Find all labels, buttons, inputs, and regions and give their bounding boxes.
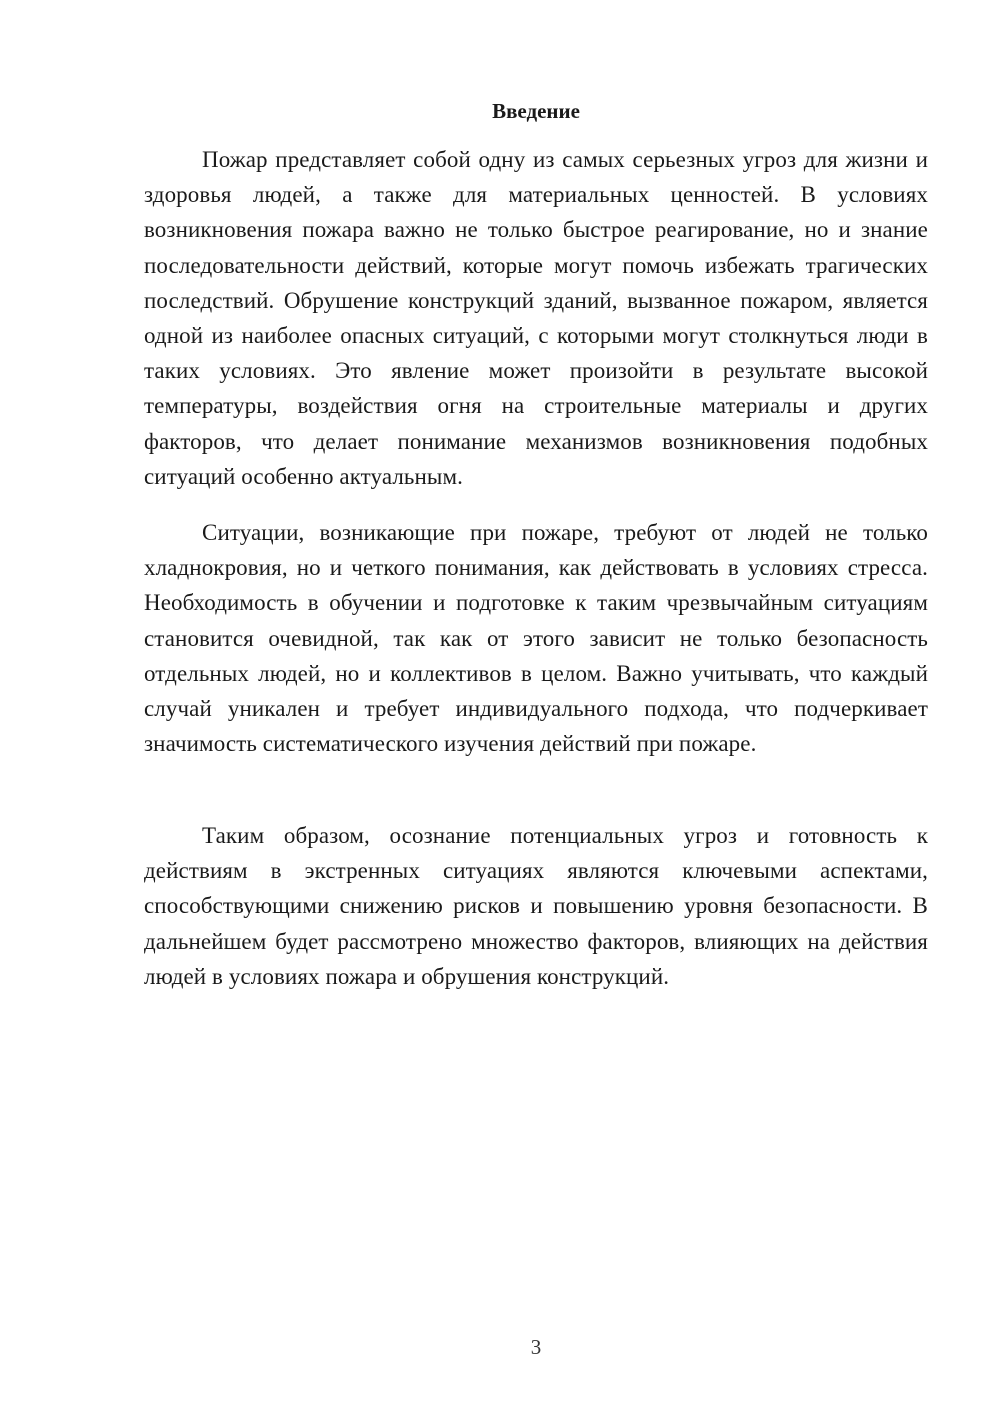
section-heading: Введение: [492, 99, 580, 123]
paragraph-text: Таким образом, осознание потенциальных угроз и готовность к действиям в экстренных ситуациях являются ключевыми аспектами, способствующими снижению рисков и повышению уровня безопасности. В дальнейшем будет рассмотрено множество факторов, влияющих на действия людей в условиях пожара и обрушения конструкций.: [144, 823, 928, 989]
paragraph-text: Ситуации, возникающие при пожаре, требуют от людей не только хладнокровия, но и четкого понимания, как действовать в условиях стресса. Необходимость в обучении и подготовке к таким чрезвычайным ситуациям становится очевидной, так как от этого зависит не только безопасность отдельных людей, но и коллективов в целом. Важно учитывать, что каждый случай уникален и требует индивидуального подхода, что подчеркивает значимость систематического изучения действий при пожаре.: [144, 520, 928, 757]
paragraph-text: Пожар представляет собой одну из самых серьезных угроз для жизни и здоровья людей, а также для материальных ценностей. В условиях возникновения пожара важно не только быстрое реагирование, но и знание последовательности действий, которые могут помочь избежать трагических последствий. Обрушение конструкций зданий, вызванное пожаром, является одной из наиболее опасных ситуаций, с которыми могут столкнуться люди в таких условиях. Это явление может произойти в результате высокой температуры, воздействия огня на строительные материалы и других факторов, что делает понимание механизмов возникновения подобных ситуаций особенно актуальным.: [144, 147, 928, 489]
body-paragraph-1: [144, 142, 928, 494]
body-paragraph-3: [144, 818, 928, 994]
page-number: 3: [530, 1335, 542, 1359]
body-paragraph-2: [144, 515, 928, 761]
